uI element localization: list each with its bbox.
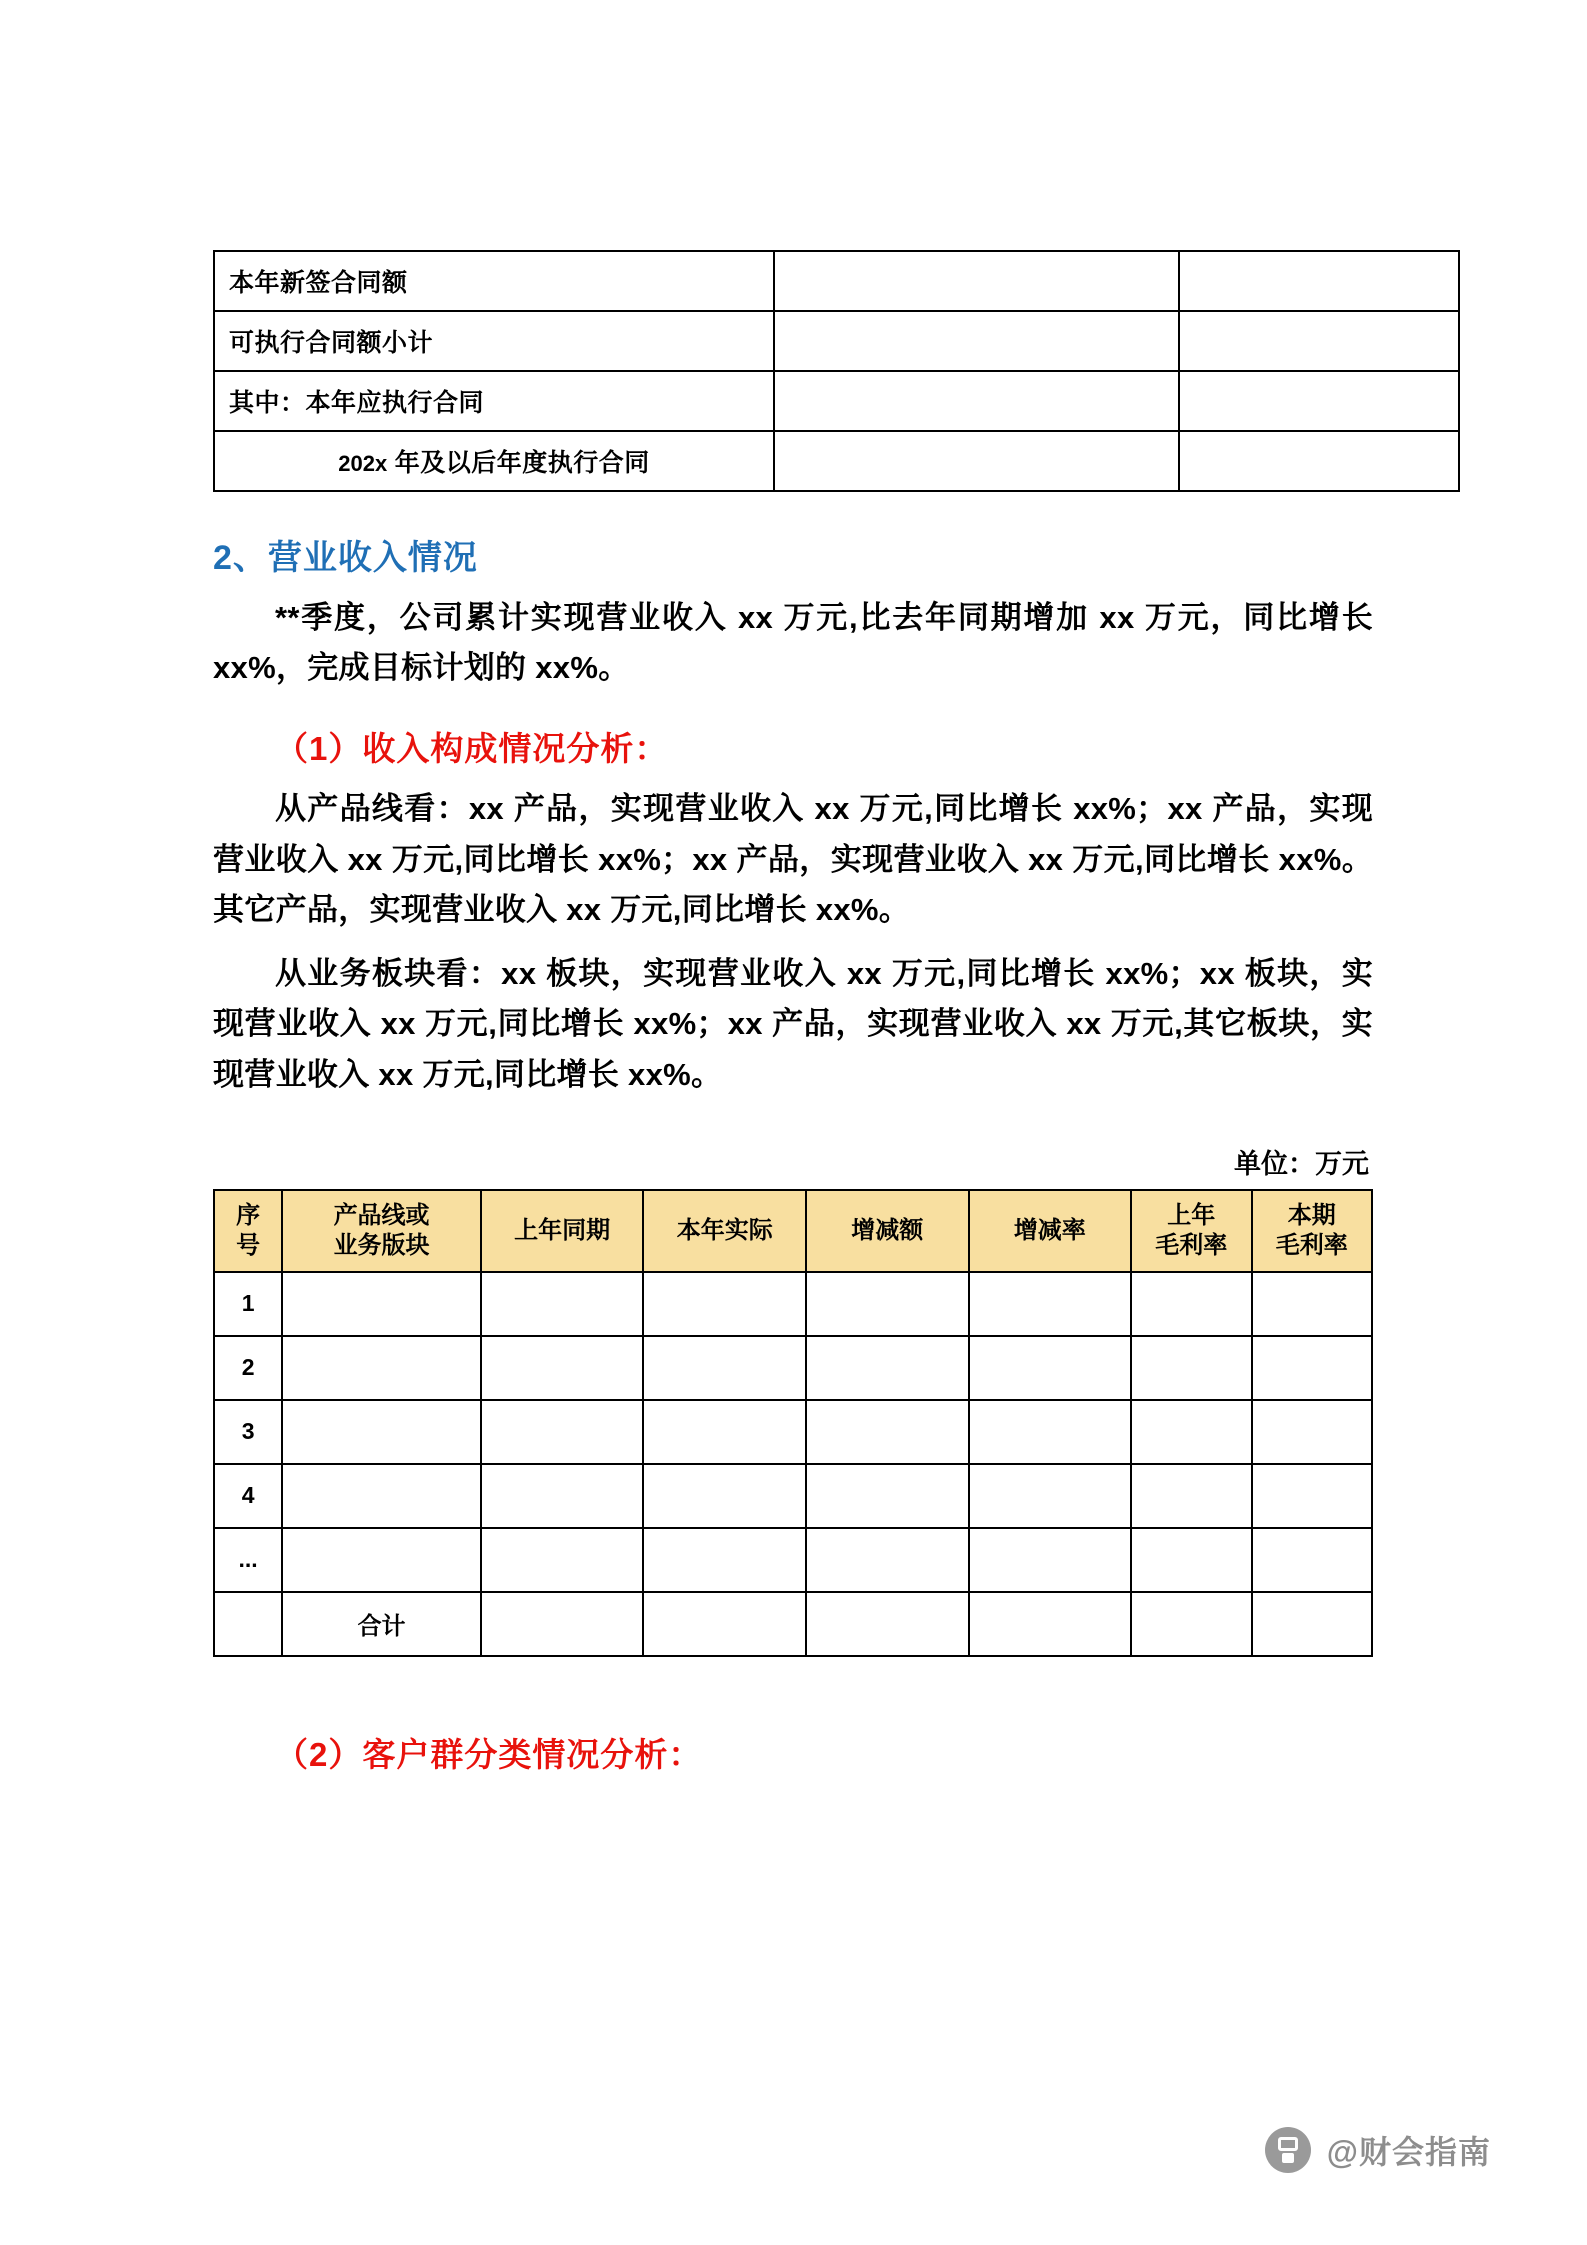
watermark-text: @财会指南 [1326, 2134, 1491, 2170]
subsection-heading-composition: （1）收入构成情况分析： [275, 730, 669, 768]
contract-row-label-rest: 年及以后年度执行合同 [387, 449, 650, 477]
cell-product-line[interactable] [282, 1528, 481, 1592]
cell-delta-amount[interactable] [806, 1400, 969, 1464]
subsection-heading-customer-group: （2）客户群分类情况分析： [275, 1735, 703, 1773]
contract-row-year: 202x [338, 451, 388, 476]
contract-table [213, 250, 1460, 492]
cell-prev-period[interactable] [481, 1528, 644, 1592]
cell-prev-margin[interactable] [1131, 1272, 1251, 1336]
contract-row-value2[interactable] [1179, 251, 1459, 311]
section-heading-revenue: 2、营业收入情况 [213, 539, 478, 577]
cell-cur-margin[interactable] [1252, 1400, 1373, 1464]
zhihu-logo-icon [1265, 2127, 1311, 2173]
cell-seq: 3 [214, 1400, 282, 1464]
table-unit-label: 单位：万元 [1234, 1148, 1369, 1179]
cell-cur-margin[interactable] [1252, 1464, 1373, 1528]
cell-delta-rate[interactable] [969, 1464, 1132, 1528]
cell-delta-amount[interactable] [806, 1464, 969, 1528]
table-row [214, 251, 1459, 311]
cell-current[interactable] [643, 1528, 806, 1592]
revenue-table-body [214, 1272, 1372, 1656]
revenue-table-header [214, 1190, 1372, 1272]
col-header-cur-margin: 本期 毛利率 [1252, 1190, 1373, 1272]
cell-delta-amount[interactable] [806, 1592, 969, 1656]
cell-product-line[interactable] [282, 1272, 481, 1336]
contract-row-value2[interactable] [1179, 371, 1459, 431]
contract-row-value2[interactable] [1179, 311, 1459, 371]
cell-prev-period[interactable] [481, 1400, 644, 1464]
cell-delta-rate[interactable] [969, 1272, 1132, 1336]
contract-row-value1[interactable] [774, 251, 1179, 311]
paragraph-product-line: 从产品线看：xx 产品，实现营业收入 xx 万元,同比增长 xx%；xx 产品，实现营业收入 xx 万元,同比增长 xx%；xx 产品，实现营业收入 xx 万元,同比增长 xx%。其它产品，实现营业收入 xx 万元,同比增长 xx%。 [213, 791, 1373, 927]
table-row [214, 1336, 1372, 1400]
cell-delta-amount[interactable] [806, 1272, 969, 1336]
cell-current[interactable] [643, 1464, 806, 1528]
cell-seq: 1 [214, 1272, 282, 1336]
table-row [214, 371, 1459, 431]
cell-current[interactable] [643, 1400, 806, 1464]
cell-prev-margin[interactable] [1131, 1400, 1251, 1464]
table-row [214, 431, 1459, 491]
cell-seq: 4 [214, 1464, 282, 1528]
contract-row-value2[interactable] [1179, 431, 1459, 491]
cell-prev-period[interactable] [481, 1272, 644, 1336]
cell-prev-margin[interactable] [1131, 1336, 1251, 1400]
col-header-seq: 序 号 [214, 1190, 282, 1272]
cell-seq: ... [214, 1528, 282, 1592]
col-header-prev-period: 上年同期 [481, 1190, 644, 1272]
cell-delta-rate[interactable] [969, 1592, 1132, 1656]
watermark [1265, 2127, 1491, 2173]
col-header-product-line: 产品线或 业务版块 [282, 1190, 481, 1272]
cell-cur-margin[interactable] [1252, 1528, 1373, 1592]
cell-current[interactable] [643, 1592, 806, 1656]
cell-product-line[interactable] [282, 1400, 481, 1464]
contract-row-label: 本年新签合同额 [214, 251, 774, 311]
table-row [214, 1400, 1372, 1464]
cell-prev-period[interactable] [481, 1592, 644, 1656]
cell-prev-period[interactable] [481, 1336, 644, 1400]
col-header-prev-margin: 上年 毛利率 [1131, 1190, 1251, 1272]
cell-current[interactable] [643, 1272, 806, 1336]
cell-cur-margin[interactable] [1252, 1592, 1373, 1656]
col-header-delta-amount: 增减额 [806, 1190, 969, 1272]
contract-row-value1[interactable] [774, 371, 1179, 431]
col-header-current: 本年实际 [643, 1190, 806, 1272]
revenue-table [213, 1189, 1373, 1657]
cell-seq: 2 [214, 1336, 282, 1400]
table-row [214, 1528, 1372, 1592]
cell-prev-margin[interactable] [1131, 1528, 1251, 1592]
cell-prev-margin[interactable] [1131, 1592, 1251, 1656]
table-row [214, 1272, 1372, 1336]
cell-seq [214, 1592, 282, 1656]
cell-product-line[interactable] [282, 1464, 481, 1528]
cell-delta-amount[interactable] [806, 1528, 969, 1592]
cell-delta-amount[interactable] [806, 1336, 969, 1400]
cell-current[interactable] [643, 1336, 806, 1400]
cell-cur-margin[interactable] [1252, 1336, 1373, 1400]
contract-row-label [214, 431, 774, 491]
contract-row-label: 其中：本年应执行合同 [214, 371, 774, 431]
cell-cur-margin[interactable] [1252, 1272, 1373, 1336]
cell-total-label: 合计 [282, 1592, 481, 1656]
cell-delta-rate[interactable] [969, 1400, 1132, 1464]
contract-table-body [214, 251, 1459, 491]
table-header-row [214, 1190, 1372, 1272]
cell-delta-rate[interactable] [969, 1336, 1132, 1400]
cell-delta-rate[interactable] [969, 1528, 1132, 1592]
contract-row-value1[interactable] [774, 431, 1179, 491]
paragraph-business-segment: 从业务板块看：xx 板块，实现营业收入 xx 万元,同比增长 xx%；xx 板块，实现营业收入 xx 万元,同比增长 xx%；xx 产品，实现营业收入 xx 万元,其它板块，实现营业收入 xx 万元,同比增长 xx%。 [213, 956, 1373, 1092]
contract-row-label: 可执行合同额小计 [214, 311, 774, 371]
section-paragraph-revenue: **季度，公司累计实现营业收入 xx 万元,比去年同期增加 xx 万元，同比增长 xx%，完成目标计划的 xx%。 [213, 600, 1373, 686]
table-row-total [214, 1592, 1372, 1656]
table-row [214, 311, 1459, 371]
cell-product-line[interactable] [282, 1336, 481, 1400]
table-row [214, 1464, 1372, 1528]
cell-prev-margin[interactable] [1131, 1464, 1251, 1528]
cell-prev-period[interactable] [481, 1464, 644, 1528]
contract-row-value1[interactable] [774, 311, 1179, 371]
col-header-delta-rate: 增减率 [969, 1190, 1132, 1272]
document-content [213, 250, 1373, 1782]
